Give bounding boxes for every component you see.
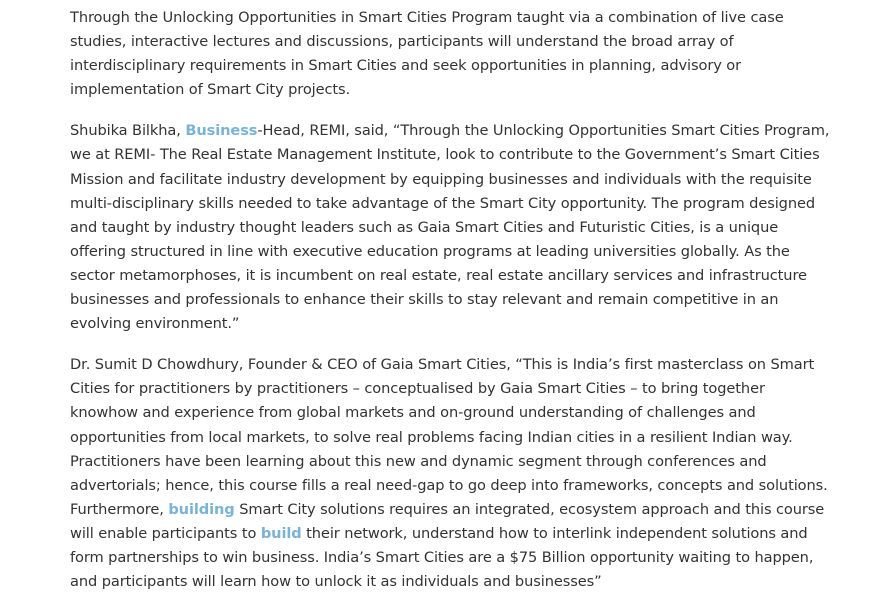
paragraph-shubika-quote [70,119,834,336]
quote-body-text: -Head, REMI, said, “Through the Unlocking Opportunities Smart Cities Program, we at REMI- The Real Estate Management Institute, look to contribute to the Government’s Smart Cities Mission and facilitate industry development by equipping businesses and individuals with the requisite multi-disciplinary skills needed to take advantage of the Smart City opportunity. The program designed and taught by industry thought leaders such as Gaia Smart Cities and Futuristic Cities, is a unique offering structured in line with executive education programs at leading universities globally. As the sector metamorphoses, it is incumbent on real estate, real estate ancillary services and infrastructure businesses and professionals to enhance their skills to stay relevant and remain competitive in an evolving environment.” [70,122,830,333]
quote-text-part2: Smart City solutions requires an integrated, ecosystem approach and this course will enable participants to [70,500,825,542]
paragraph-program-overview: Through the Unlocking Opportunities in Smart Cities Program taught via a combination of live case studies, interactive lectures and discussions, participants will understand the broad array of interdisciplinary requirements in Smart Cities and seek opportunities in planning, advisory or implementation of Smart City projects. [70,9,784,99]
business-link[interactable]: Business [185,122,258,140]
quote-intro-text: Shubika Bilkha, [70,122,186,140]
quote-text-part1: Dr. Sumit D Chowdhury, Founder & CEO of Gaia Smart Cities, “This is India’s first masterclass on Smart Cities for practitioners by practitioners – conceptualised by Gaia Smart Cities – to bring together knowhow and experience from global markets and on-ground understanding of challenges and opportunities from local markets, to solve real problems facing Indian cities in a resilient Indian way. Practitioners have been learning about this new and dynamic segment through conferences and advertorials; hence, this course fills a real need-gap to go deep into frameworks, concepts and solutions. Furthermore, [70,356,828,518]
paragraph-sumit-quote [70,353,834,594]
building-link[interactable]: building [168,500,235,518]
build-link[interactable]: build [260,524,302,542]
quote-text-part3: their network, understand how to interlink independent solutions and form partnerships to win business. India’s Smart Cities are a $75 Billion opportunity waiting to happen, and participants will learn how to unlock it as individuals and businesses” [70,524,814,591]
